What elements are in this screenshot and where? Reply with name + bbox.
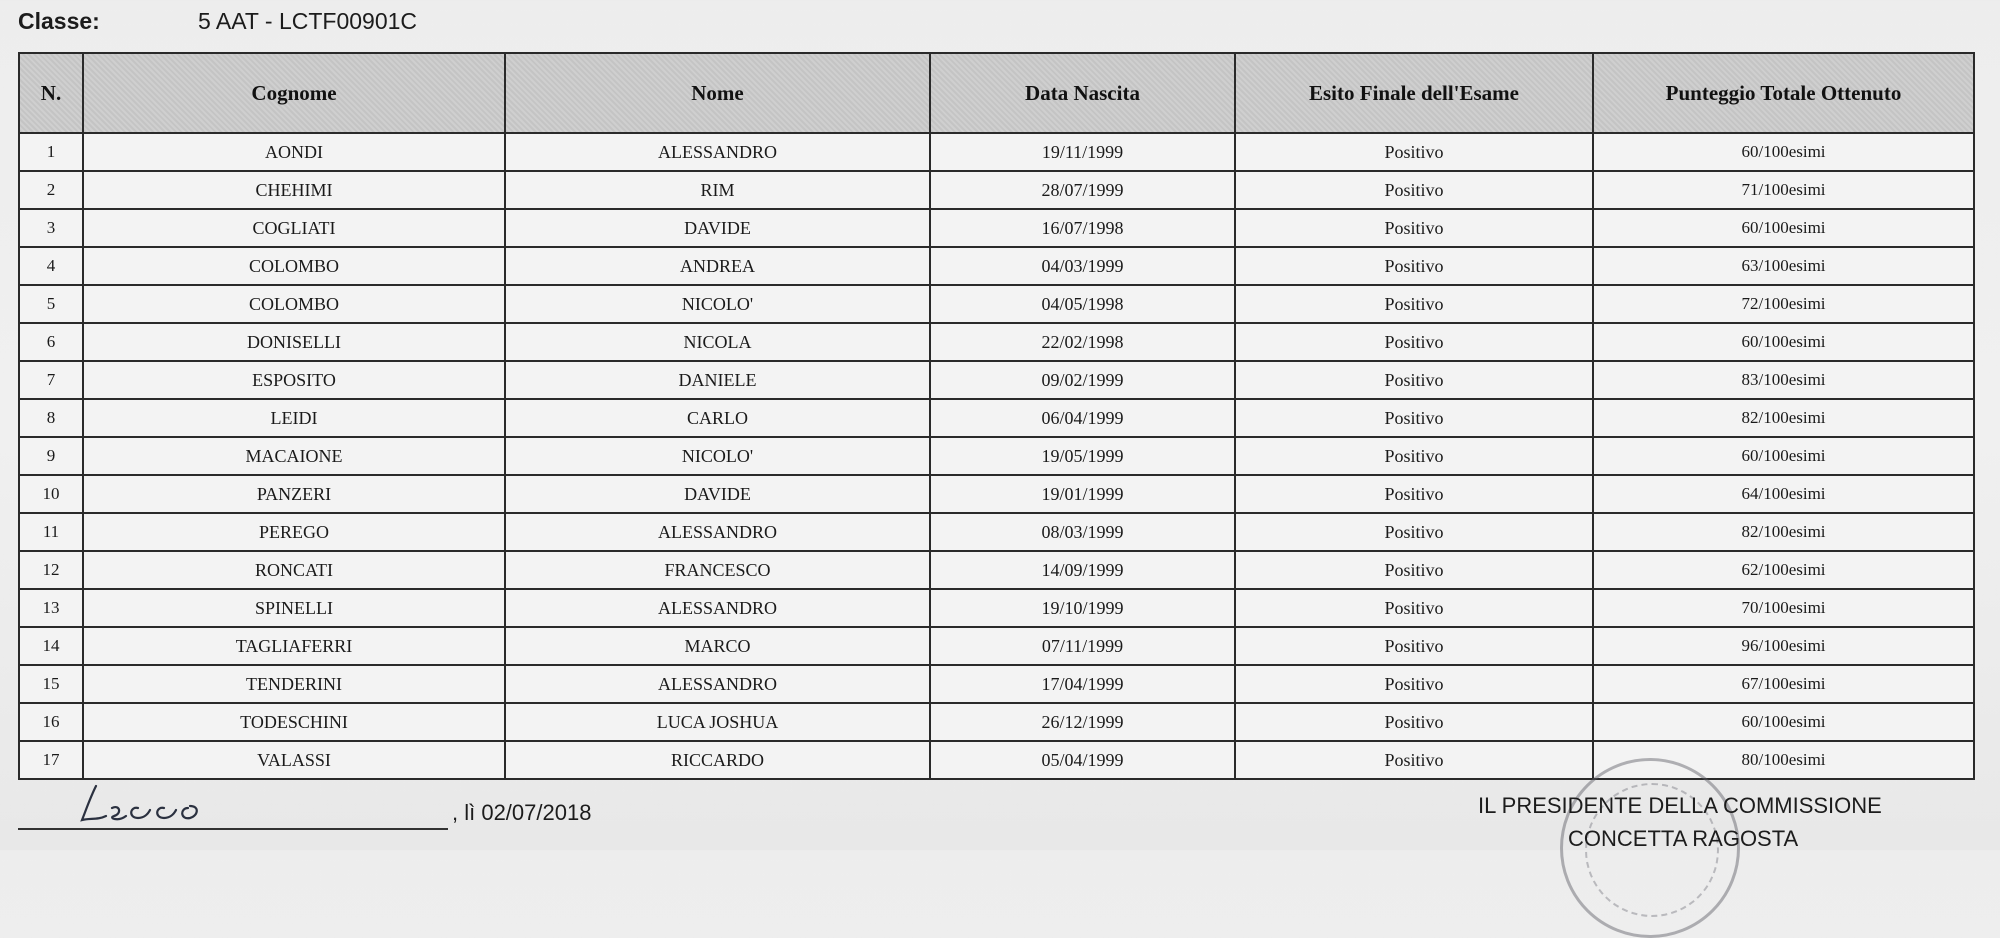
cell-nome: ALESSANDRO: [505, 589, 930, 627]
cell-data-nascita: 14/09/1999: [930, 551, 1235, 589]
cell-cognome: CHEHIMI: [83, 171, 505, 209]
table-row: [19, 589, 1974, 627]
cell-punteggio: 80/100esimi: [1593, 741, 1974, 779]
exam-results-table: [18, 52, 1975, 780]
cell-data-nascita: 04/05/1998: [930, 285, 1235, 323]
table-body: [19, 133, 1974, 779]
cell-esito: Positivo: [1235, 437, 1593, 475]
column-header-nome: Nome: [505, 53, 930, 133]
cell-nome: ANDREA: [505, 247, 930, 285]
cell-number: 12: [19, 551, 83, 589]
cell-punteggio: 71/100esimi: [1593, 171, 1974, 209]
cell-nome: CARLO: [505, 399, 930, 437]
cell-nome: NICOLO': [505, 285, 930, 323]
cell-nome: ALESSANDRO: [505, 665, 930, 703]
cell-number: 7: [19, 361, 83, 399]
cell-data-nascita: 22/02/1998: [930, 323, 1235, 361]
table-row: [19, 323, 1974, 361]
cell-nome: ALESSANDRO: [505, 133, 930, 171]
cell-esito: Positivo: [1235, 475, 1593, 513]
cell-punteggio: 63/100esimi: [1593, 247, 1974, 285]
president-title: IL PRESIDENTE DELLA COMMISSIONE: [1478, 793, 1882, 818]
cell-data-nascita: 08/03/1999: [930, 513, 1235, 551]
cell-cognome: PANZERI: [83, 475, 505, 513]
cell-esito: Positivo: [1235, 209, 1593, 247]
cell-number: 16: [19, 703, 83, 741]
cell-cognome: LEIDI: [83, 399, 505, 437]
cell-esito: Positivo: [1235, 589, 1593, 627]
cell-cognome: TAGLIAFERRI: [83, 627, 505, 665]
cell-cognome: DONISELLI: [83, 323, 505, 361]
table-row: [19, 133, 1974, 171]
document-date: , lì 02/07/2018: [452, 800, 592, 825]
cell-number: 15: [19, 665, 83, 703]
cell-punteggio: 60/100esimi: [1593, 209, 1974, 247]
cell-data-nascita: 05/04/1999: [930, 741, 1235, 779]
cell-cognome: COLOMBO: [83, 247, 505, 285]
table-row: [19, 437, 1974, 475]
cell-esito: Positivo: [1235, 361, 1593, 399]
cell-number: 11: [19, 513, 83, 551]
cell-cognome: MACAIONE: [83, 437, 505, 475]
cell-data-nascita: 19/01/1999: [930, 475, 1235, 513]
table-row: [19, 627, 1974, 665]
cell-data-nascita: 16/07/1998: [930, 209, 1235, 247]
cell-number: 13: [19, 589, 83, 627]
cell-punteggio: 67/100esimi: [1593, 665, 1974, 703]
column-header-esito: Esito Finale dell'Esame: [1235, 53, 1593, 133]
class-value: 5 AAT - LCTF00901C: [198, 8, 418, 34]
table-row: [19, 171, 1974, 209]
cell-nome: MARCO: [505, 627, 930, 665]
cell-esito: Positivo: [1235, 513, 1593, 551]
cell-esito: Positivo: [1235, 323, 1593, 361]
cell-data-nascita: 09/02/1999: [930, 361, 1235, 399]
cell-esito: Positivo: [1235, 171, 1593, 209]
cell-punteggio: 83/100esimi: [1593, 361, 1974, 399]
president-name: CONCETTA RAGOSTA: [1568, 826, 1799, 851]
cell-cognome: TENDERINI: [83, 665, 505, 703]
table-row: [19, 361, 1974, 399]
cell-data-nascita: 19/05/1999: [930, 437, 1235, 475]
table-row: [19, 475, 1974, 513]
cell-number: 10: [19, 475, 83, 513]
cell-cognome: PEREGO: [83, 513, 505, 551]
cell-number: 9: [19, 437, 83, 475]
cell-nome: DANIELE: [505, 361, 930, 399]
table-header-row: [19, 53, 1974, 133]
cell-nome: LUCA JOSHUA: [505, 703, 930, 741]
table-row: [19, 551, 1974, 589]
column-header-number: N.: [19, 53, 83, 133]
cell-number: 2: [19, 171, 83, 209]
signature-place-line: [18, 778, 448, 830]
cell-number: 6: [19, 323, 83, 361]
cell-punteggio: 72/100esimi: [1593, 285, 1974, 323]
table-row: [19, 513, 1974, 551]
cell-esito: Positivo: [1235, 703, 1593, 741]
column-header-punteggio: Punteggio Totale Ottenuto: [1593, 53, 1974, 133]
column-header-cognome: Cognome: [83, 53, 505, 133]
cell-number: 17: [19, 741, 83, 779]
cell-data-nascita: 06/04/1999: [930, 399, 1235, 437]
cell-esito: Positivo: [1235, 627, 1593, 665]
cell-punteggio: 60/100esimi: [1593, 323, 1974, 361]
cell-punteggio: 82/100esimi: [1593, 513, 1974, 551]
class-label: Classe:: [18, 8, 100, 34]
cell-cognome: AONDI: [83, 133, 505, 171]
cell-esito: Positivo: [1235, 285, 1593, 323]
cell-nome: FRANCESCO: [505, 551, 930, 589]
cell-esito: Positivo: [1235, 133, 1593, 171]
cell-nome: DAVIDE: [505, 475, 930, 513]
cell-nome: DAVIDE: [505, 209, 930, 247]
cell-data-nascita: 07/11/1999: [930, 627, 1235, 665]
cell-punteggio: 64/100esimi: [1593, 475, 1974, 513]
handwritten-place-signature: [68, 778, 268, 828]
cell-cognome: TODESCHINI: [83, 703, 505, 741]
cell-cognome: RONCATI: [83, 551, 505, 589]
table-row: [19, 665, 1974, 703]
table-row: [19, 703, 1974, 741]
cell-data-nascita: 17/04/1999: [930, 665, 1235, 703]
class-heading: [18, 8, 418, 35]
cell-punteggio: 96/100esimi: [1593, 627, 1974, 665]
cell-number: 3: [19, 209, 83, 247]
cell-cognome: ESPOSITO: [83, 361, 505, 399]
cell-nome: NICOLA: [505, 323, 930, 361]
cell-data-nascita: 26/12/1999: [930, 703, 1235, 741]
cell-esito: Positivo: [1235, 551, 1593, 589]
table-row: [19, 209, 1974, 247]
cell-number: 8: [19, 399, 83, 437]
cell-data-nascita: 28/07/1999: [930, 171, 1235, 209]
cell-nome: NICOLO': [505, 437, 930, 475]
cell-punteggio: 62/100esimi: [1593, 551, 1974, 589]
cell-cognome: VALASSI: [83, 741, 505, 779]
table-row: [19, 399, 1974, 437]
cell-punteggio: 60/100esimi: [1593, 437, 1974, 475]
cell-punteggio: 60/100esimi: [1593, 133, 1974, 171]
cell-nome: RIM: [505, 171, 930, 209]
table-row: [19, 247, 1974, 285]
cell-punteggio: 82/100esimi: [1593, 399, 1974, 437]
cell-number: 5: [19, 285, 83, 323]
cell-esito: Positivo: [1235, 665, 1593, 703]
cell-cognome: SPINELLI: [83, 589, 505, 627]
cell-punteggio: 70/100esimi: [1593, 589, 1974, 627]
cell-data-nascita: 19/11/1999: [930, 133, 1235, 171]
cell-esito: Positivo: [1235, 247, 1593, 285]
cell-nome: RICCARDO: [505, 741, 930, 779]
table-row: [19, 285, 1974, 323]
cell-cognome: COLOMBO: [83, 285, 505, 323]
cell-nome: ALESSANDRO: [505, 513, 930, 551]
column-header-data-nascita: Data Nascita: [930, 53, 1235, 133]
cell-data-nascita: 04/03/1999: [930, 247, 1235, 285]
cell-cognome: COGLIATI: [83, 209, 505, 247]
cell-number: 14: [19, 627, 83, 665]
cell-number: 1: [19, 133, 83, 171]
cell-punteggio: 60/100esimi: [1593, 703, 1974, 741]
cell-esito: Positivo: [1235, 741, 1593, 779]
cell-esito: Positivo: [1235, 399, 1593, 437]
cell-number: 4: [19, 247, 83, 285]
cell-data-nascita: 19/10/1999: [930, 589, 1235, 627]
